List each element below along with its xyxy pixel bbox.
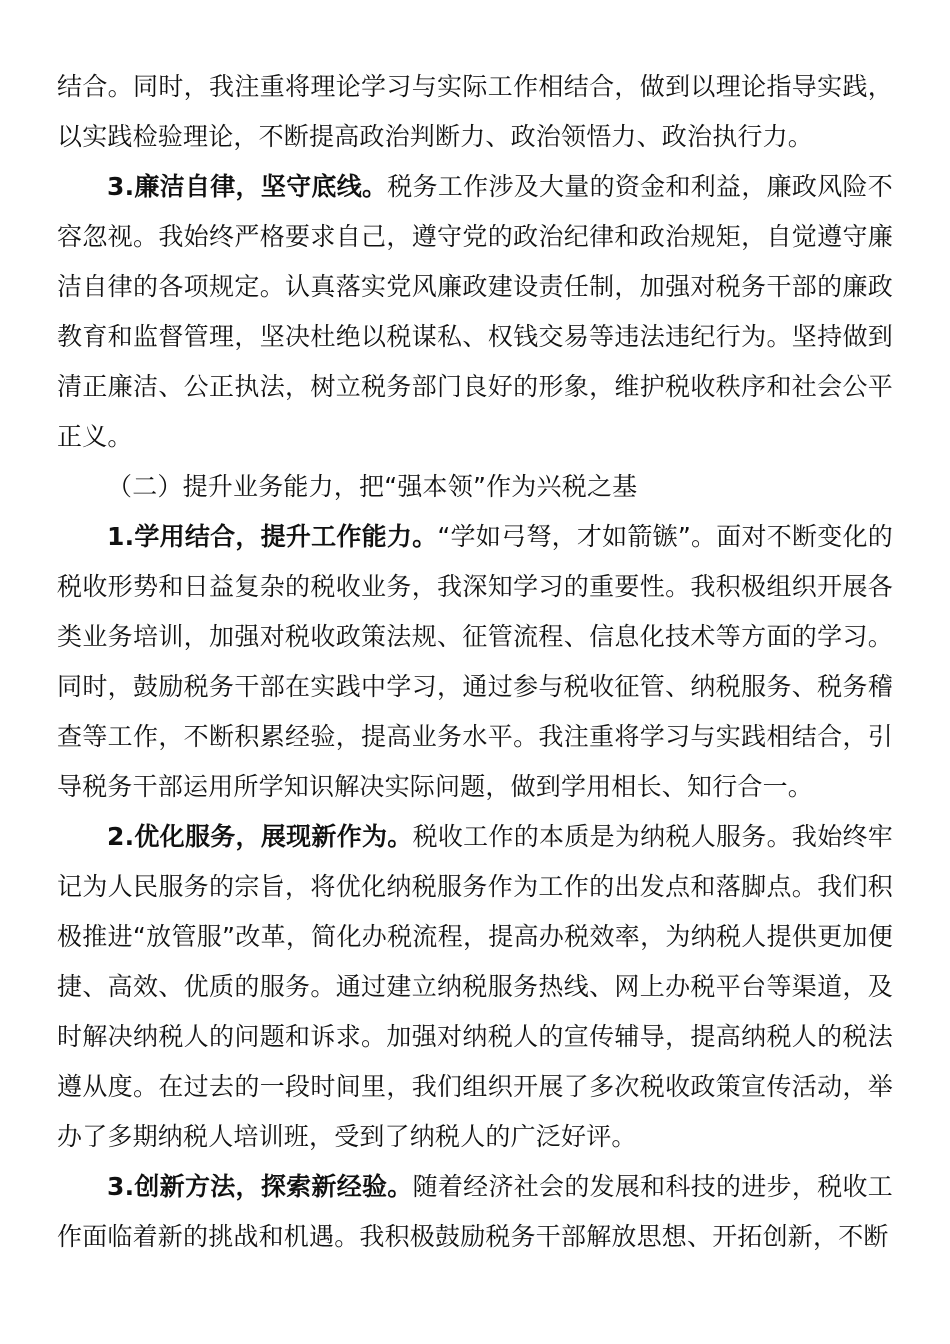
paragraph-text: 税务工作涉及大量的资金和利益，廉政风险不容忽视。我始终严格要求自己，遵守党的政治纪律和政治规矩，自觉遵守廉洁自律的各项规定。认真落实党风廉政建设责任制，加强对税务干部的廉政教育和监督管理，坚决杜绝以税谋私、权钱交易等违法违纪行为。坚持做到清正廉洁、公正执法，树立税务部门良好的形象，维护税收秩序和社会公平正义。 xyxy=(57,172,893,451)
paragraph-lead: 2.优化服务，展现新作为。 xyxy=(107,822,413,851)
document-page xyxy=(57,62,893,1262)
paragraph-integrity xyxy=(57,162,893,462)
paragraph-text: 结合。同时，我注重将理论学习与实际工作相结合，做到以理论指导实践，以实践检验理论，不断提高政治判断力、政治领悟力、政治执行力。 xyxy=(57,72,893,151)
paragraph-innovation xyxy=(57,1162,893,1262)
paragraph-service xyxy=(57,812,893,1162)
paragraph-lead: 1.学用结合，提升工作能力。 xyxy=(107,522,438,551)
paragraph-study xyxy=(57,512,893,812)
paragraph-continuation xyxy=(57,62,893,162)
paragraph-text: 随着经济社会的发展和科技的进步，税收工作面临着新的挑战和机遇。我积极鼓励税务干部解放思想、开拓创新，不断 xyxy=(57,1172,893,1251)
paragraph-text: 税收工作的本质是为纳税人服务。我始终牢记为人民服务的宗旨，将优化纳税服务作为工作的出发点和落脚点。我们积极推进“放管服”改革，简化办税流程，提高办税效率，为纳税人提供更加便捷、高效、优质的服务。通过建立纳税服务热线、网上办税平台等渠道，及时解决纳税人的问题和诉求。加强对纳税人的宣传辅导，提高纳税人的税法遵从度。在过去的一段时间里，我们组织开展了多次税收政策宣传活动，举办了多期纳税人培训班，受到了纳税人的广泛好评。 xyxy=(57,822,893,1151)
paragraph-lead: 3.创新方法，探索新经验。 xyxy=(107,1172,413,1201)
paragraph-lead: 3.廉洁自律，坚守底线。 xyxy=(107,172,388,201)
section-heading-text: （二）提升业务能力，把“强本领”作为兴税之基 xyxy=(107,472,638,501)
section-heading-2 xyxy=(57,462,893,512)
paragraph-text: “学如弓弩，才如箭镞”。面对不断变化的税收形势和日益复杂的税收业务，我深知学习的重要性。我积极组织开展各类业务培训，加强对税收政策法规、征管流程、信息化技术等方面的学习。同时，鼓励税务干部在实践中学习，通过参与税收征管、纳税服务、税务稽查等工作，不断积累经验，提高业务水平。我注重将学习与实践相结合，引导税务干部运用所学知识解决实际问题，做到学用相长、知行合一。 xyxy=(57,522,893,801)
